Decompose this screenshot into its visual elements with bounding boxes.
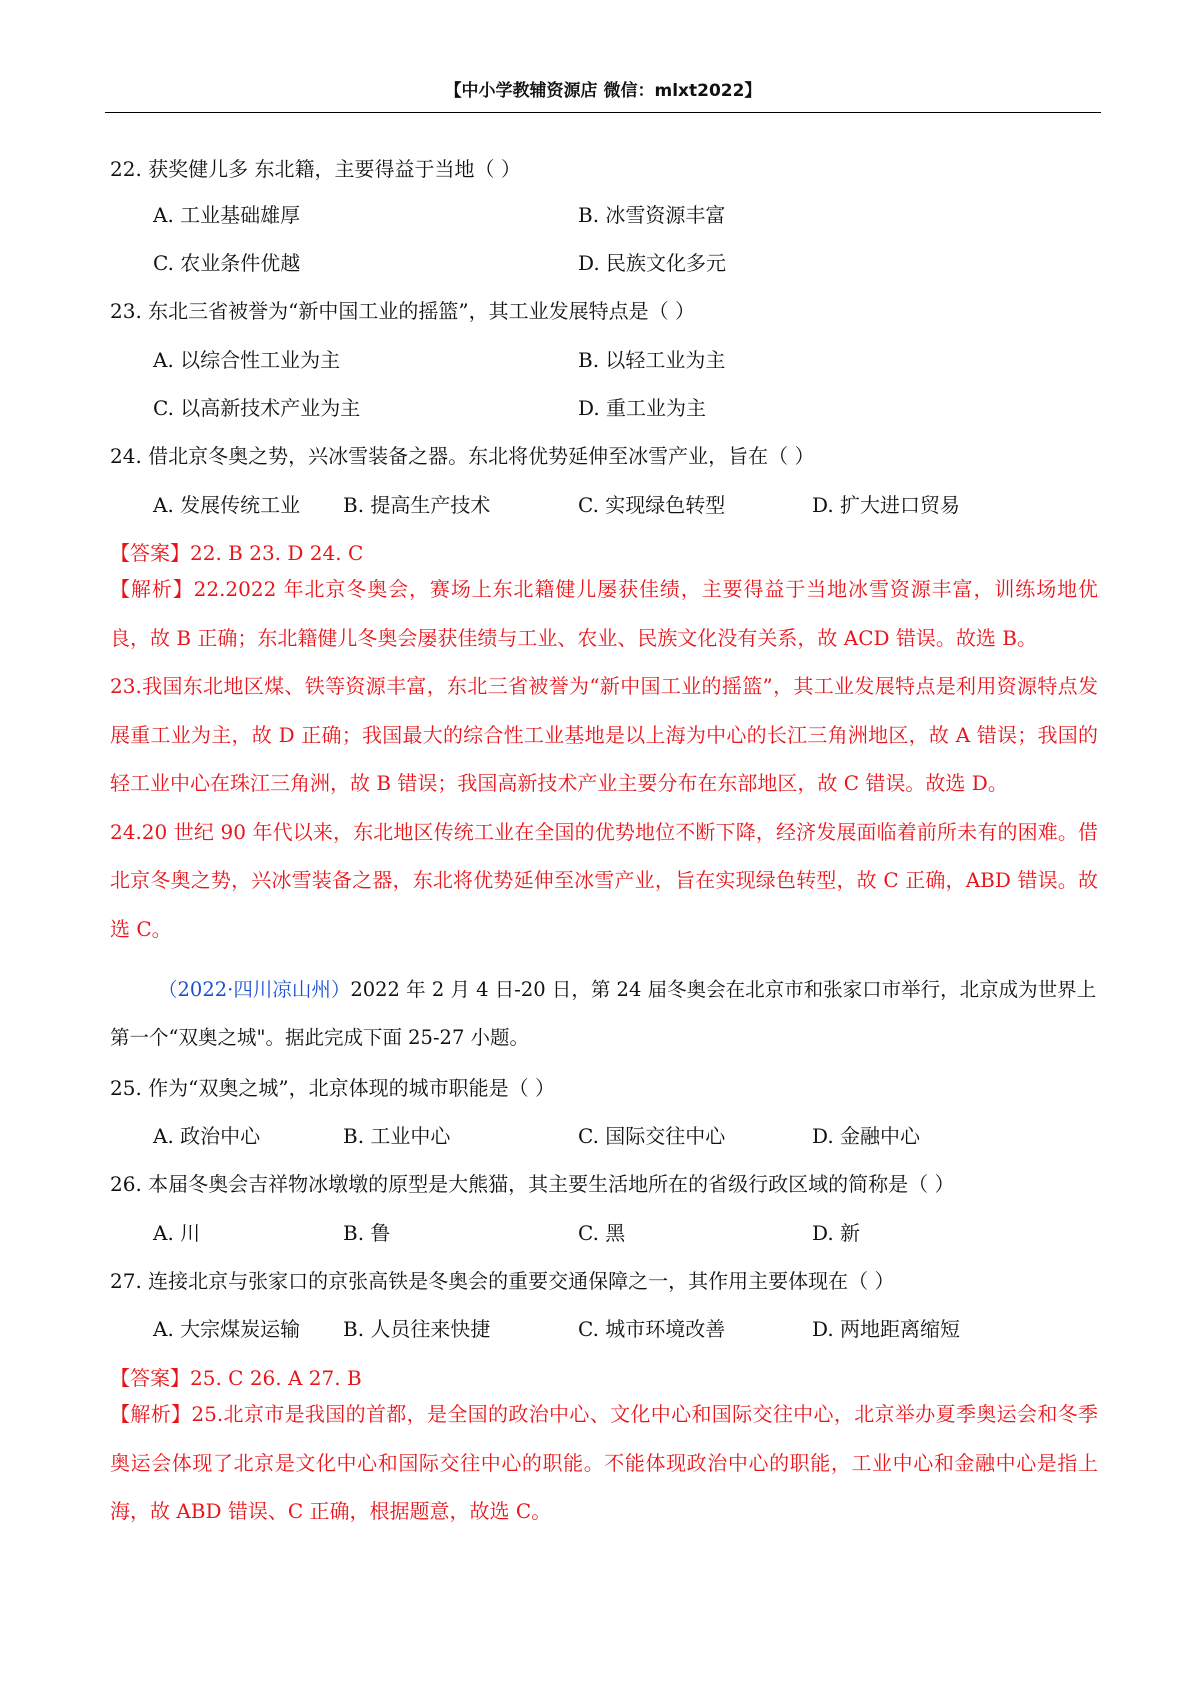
q23-option-b: B. 以轻工业为主 (578, 348, 726, 372)
answer-text: 22. B 23. D 24. C (190, 541, 364, 565)
q25-option-d: D. 金融中心 (812, 1124, 921, 1148)
analysis-text-22: 22.2022 年北京冬奥会，赛场上东北籍健儿屡获佳绩，主要得益于当地冰雪资源丰富，训练场地优良，故 B 正确；东北籍健儿冬奥会屡获佳绩与工业、农业、民族文化没有关系，故 ACD 错误。故选 B。 (110, 577, 1099, 650)
q23-option-c: C. 以高新技术产业为主 (153, 396, 361, 420)
q23-option-d: D. 重工业为主 (578, 396, 707, 420)
analysis-tag: 【解析】 (110, 577, 194, 601)
question-26-stem: 26. 本届冬奥会吉祥物冰墩墩的原型是大熊猫，其主要生活地所在的省级行政区域的简称是（ ） (110, 1172, 955, 1196)
q27-option-d: D. 两地距离缩短 (812, 1317, 961, 1341)
q25-option-c: C. 国际交往中心 (578, 1124, 726, 1148)
q26-option-c: C. 黑 (578, 1221, 626, 1245)
analysis-tag: 【解析】 (110, 1402, 192, 1426)
q27-option-a: A. 大宗煤炭运输 (153, 1317, 301, 1341)
q27-option-b: B. 人员往来快捷 (343, 1317, 491, 1341)
q22-option-c: C. 农业条件优越 (153, 251, 301, 275)
source-label: （2022·四川凉山州） (158, 978, 351, 1001)
q25-option-b: B. 工业中心 (343, 1124, 451, 1148)
intro-text: 2022 年 2 月 4 日-20 日，第 24 届冬奥会在北京市和张家口市举行，北京成为世界上第一个“双奥之城"。据此完成下面 25-27 小题。 (110, 978, 1097, 1049)
question-23-stem: 23. 东北三省被誉为“新中国工业的摇篮”，其工业发展特点是（ ） (110, 299, 695, 323)
analysis-paragraph-23: 23.我国东北地区煤、铁等资源丰富，东北三省被誉为“新中国工业的摇篮”，其工业发展特点是利用资源特点发展重工业为主，故 D 正确；我国最大的综合性工业基地是以上海为中心的长江三角洲地区，故 A 错误；我国的轻工业中心在珠江三角洲，故 B 错误；我国高新技术产业主要分布在东部地区，故 C 错误。故选 D。 (110, 674, 1098, 795)
question-25-stem: 25. 作为“双奥之城”，北京体现的城市职能是（ ） (110, 1076, 555, 1100)
q24-option-b: B. 提高生产技术 (343, 493, 491, 517)
q26-option-b: B. 鲁 (343, 1221, 391, 1245)
analysis-paragraph-25 (110, 1390, 1098, 1536)
q26-option-a: A. 川 (153, 1221, 201, 1245)
analysis-block-2 (110, 1390, 1098, 1536)
q26-option-d: D. 新 (812, 1221, 861, 1245)
q25-option-a: A. 政治中心 (153, 1124, 261, 1148)
answer-block-2 (110, 1365, 362, 1391)
question-27-stem: 27. 连接北京与张家口的京张高铁是冬奥会的重要交通保障之一，其作用主要体现在（ ） (110, 1269, 895, 1293)
q23-option-a: A. 以综合性工业为主 (153, 348, 341, 372)
answer-block-1 (110, 540, 363, 566)
analysis-text-25: 25.北京市是我国的首都，是全国的政治中心、文化中心和国际交往中心，北京举办夏季奥运会和冬季奥运会体现了北京是文化中心和国际交往中心的职能。不能体现政治中心的职能，工业中心和金融中心是指上海，故 ABD 错误、C 正确，根据题意，故选 C。 (110, 1402, 1099, 1523)
analysis-paragraph-24: 24.20 世纪 90 年代以来，东北地区传统工业在全国的优势地位不断下降，经济发展面临着前所未有的困难。借北京冬奥之势，兴冰雪装备之器，东北将优势延伸至冰雪产业，旨在实现绿色转型，故 C 正确，ABD 错误。故选 C。 (110, 819, 1098, 941)
q22-option-a: A. 工业基础雄厚 (153, 203, 301, 227)
q24-option-c: C. 实现绿色转型 (578, 493, 726, 517)
answer-tag: 【答案】 (110, 541, 190, 565)
question-24-stem: 24. 借北京冬奥之势，兴冰雪装备之器。东北将优势延伸至冰雪产业，旨在（ ） (110, 444, 815, 468)
answer-tag: 【答案】 (110, 1366, 190, 1390)
q22-option-b: B. 冰雪资源丰富 (578, 203, 726, 227)
q24-option-d: D. 扩大进口贸易 (812, 493, 961, 517)
analysis-block-1 (110, 565, 1098, 953)
q27-option-c: C. 城市环境改善 (578, 1317, 726, 1341)
header-text: 【中小学教辅资源店 微信：mlxt2022】 (444, 81, 762, 101)
analysis-paragraph-22 (110, 565, 1098, 662)
page-header (105, 76, 1101, 113)
question-22-stem: 22. 获奖健儿多 东北籍，主要得益于当地（ ） (110, 157, 521, 181)
q24-option-a: A. 发展传统工业 (153, 493, 301, 517)
q22-option-d: D. 民族文化多元 (578, 251, 727, 275)
answer-text: 25. C 26. A 27. B (190, 1366, 362, 1390)
material-intro (110, 966, 1100, 1062)
